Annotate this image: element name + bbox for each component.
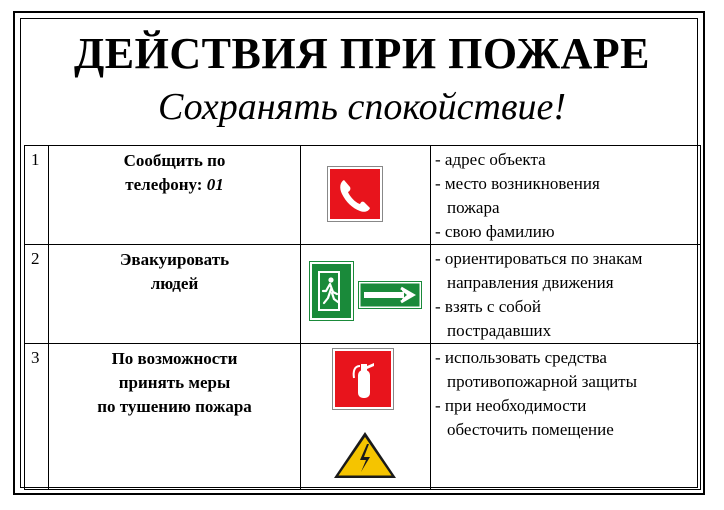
fire-phone-number: 01 bbox=[206, 175, 224, 194]
note-line: обесточить помещение bbox=[447, 420, 614, 439]
note-line: направления движения bbox=[447, 273, 614, 292]
action-line-text: телефону: bbox=[125, 175, 203, 194]
note-line: - место возникновения bbox=[435, 174, 600, 193]
note-line: - свою фамилию bbox=[435, 222, 555, 241]
note-line: - адрес объекта bbox=[435, 150, 546, 169]
step-signs bbox=[301, 146, 431, 245]
action-line: Эвакуировать bbox=[119, 250, 230, 269]
table-row bbox=[25, 146, 701, 245]
note-line: пострадавших bbox=[447, 321, 552, 340]
table-row bbox=[25, 245, 701, 344]
step-action bbox=[49, 146, 301, 245]
note-line: - ориентироваться по знакам bbox=[435, 249, 643, 268]
step-number: 3 bbox=[25, 344, 49, 490]
action-line: принять меры bbox=[118, 373, 231, 392]
note-line: противопожарной защиты bbox=[447, 372, 638, 391]
fire-phone-icon bbox=[327, 166, 383, 222]
action-line: людей bbox=[150, 274, 199, 293]
action-line: По возможности bbox=[111, 349, 238, 368]
emergency-exit-icon bbox=[309, 261, 354, 321]
poster-subtitle: Сохранять спокойствие! bbox=[158, 86, 566, 128]
note-line: - взять с собой bbox=[435, 297, 541, 316]
step-signs bbox=[301, 245, 431, 344]
step-action bbox=[49, 344, 301, 490]
note-line: - использовать средства bbox=[435, 348, 607, 367]
note-line: - при необходимости bbox=[435, 396, 587, 415]
actions-table bbox=[24, 145, 701, 490]
step-notes bbox=[431, 245, 701, 344]
step-action bbox=[49, 245, 301, 344]
step-notes bbox=[431, 146, 701, 245]
step-signs bbox=[301, 344, 431, 490]
step-number: 2 bbox=[25, 245, 49, 344]
table-row bbox=[25, 344, 701, 490]
step-notes bbox=[431, 344, 701, 490]
action-line bbox=[49, 173, 300, 197]
action-line: по тушению пожара bbox=[97, 397, 252, 416]
action-line: Сообщить по bbox=[123, 151, 226, 170]
high-voltage-warning-icon bbox=[332, 430, 398, 480]
direction-arrow-icon bbox=[358, 281, 422, 309]
step-number: 1 bbox=[25, 146, 49, 245]
poster-title: ДЕЙСТВИЯ ПРИ ПОЖАРЕ bbox=[74, 29, 650, 78]
note-line: пожара bbox=[447, 198, 500, 217]
fire-extinguisher-icon bbox=[332, 348, 394, 410]
